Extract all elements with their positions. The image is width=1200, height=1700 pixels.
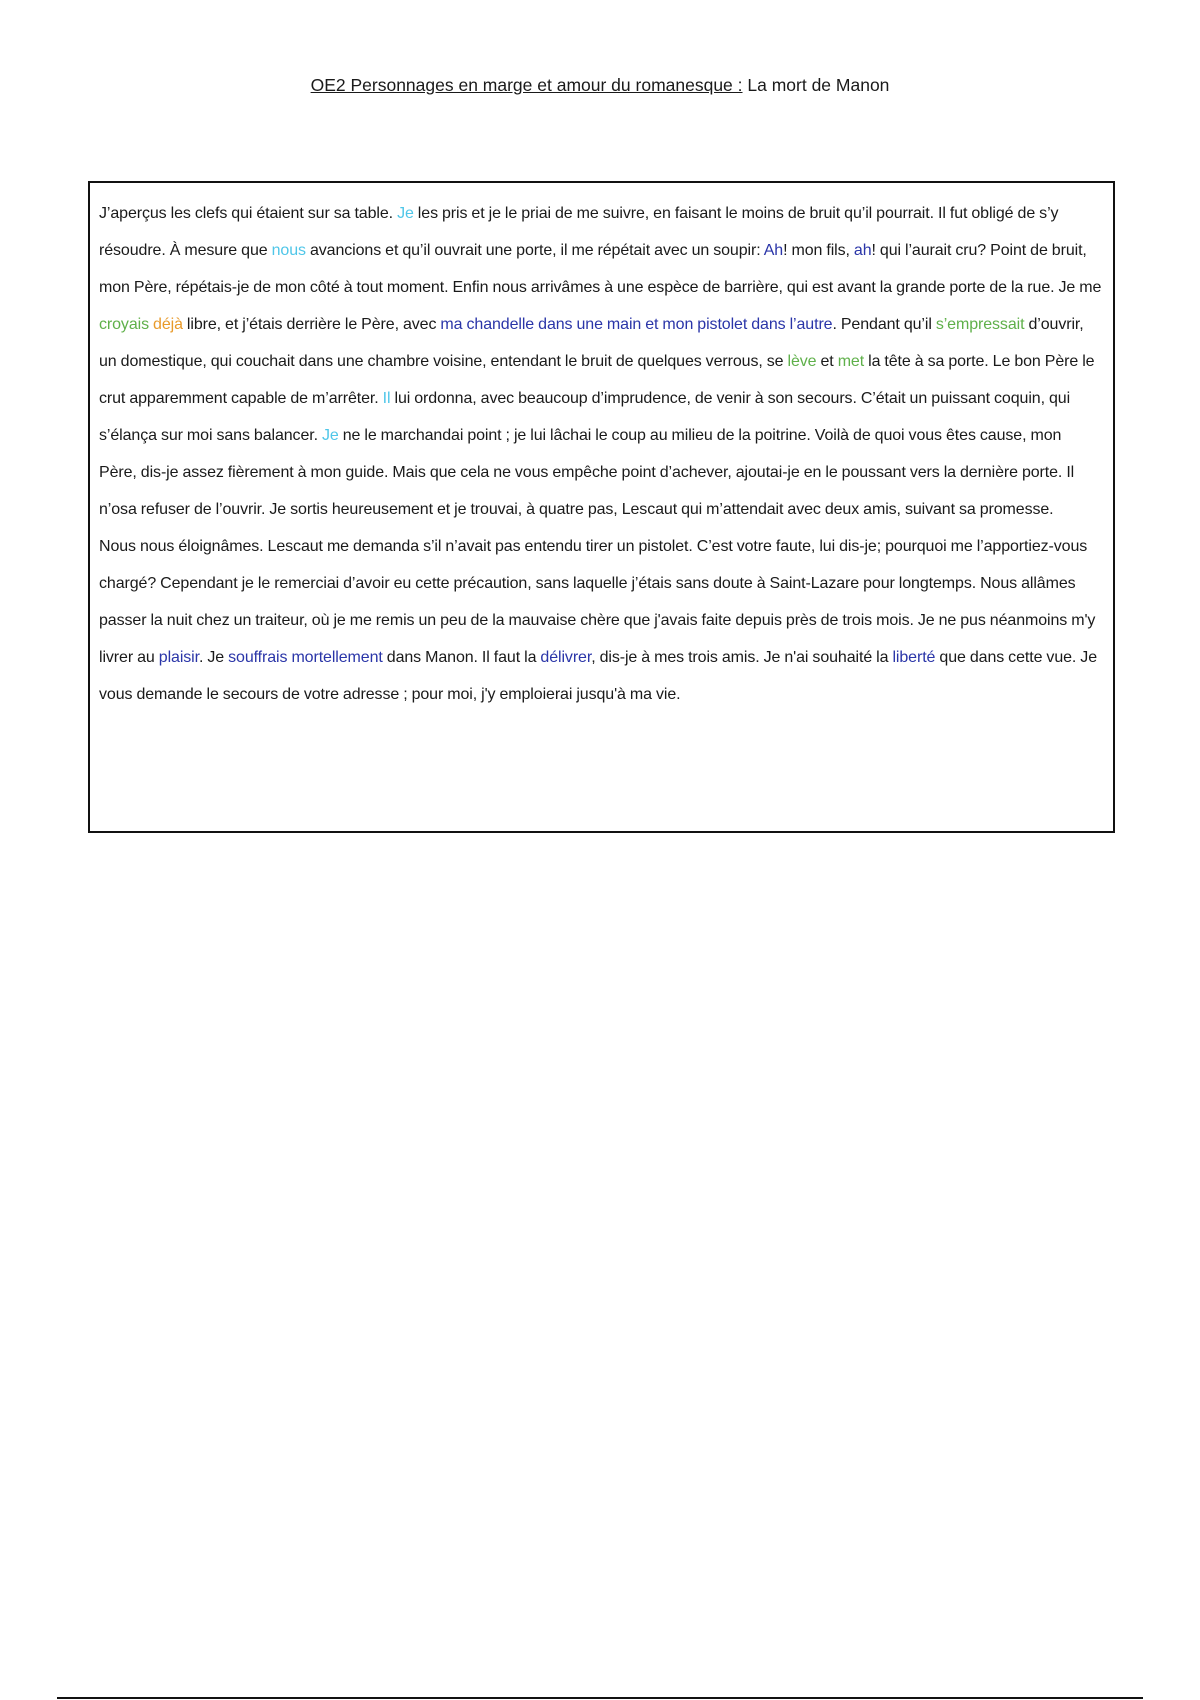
text-run: ne le marchandai point ; je lui lâchai le coup au milieu de la poitrine. Voilà de quoi vous êtes cause, mon Père, dis-je assez fièrement à mon guide. Mais que cela ne vous empêche point d’achever, ajoutai-je en le poussant vers la dernière porte. Il n’osa refuser de l’ouvrir. Je sortis heureusement et je trouvai, à quatre pas, Lescaut qui m’attendait avec deux amis, suivant sa promesse. <box>99 427 1075 518</box>
text-run: la tête à sa porte. Le bon Père le crut apparemment capable de m’arrêter. <box>99 353 1095 407</box>
text-run: ! qui l’aurait cru? Point de bruit, mon Père, répétais-je de mon côté à tout moment. Enfin nous arrivâmes à une espèce de barrière, qui est avant la grande porte de la rue. Je me <box>99 242 1102 296</box>
highlight-verb: s’empressait <box>935 316 1025 333</box>
highlight-interjection: ah <box>853 242 872 259</box>
highlight-pronoun: Je <box>397 205 414 222</box>
paragraph-2 <box>99 528 1103 713</box>
text-run: . Pendant qu’il <box>832 316 936 333</box>
highlight-phrase: ma chandelle dans une main et mon pistolet dans l’autre <box>440 316 833 333</box>
text-box <box>88 181 1115 833</box>
text-run: lui ordonna, avec beaucoup d’imprudence, de venir à son secours. C’était un puissant coquin, qui s’élança sur moi sans balancer. <box>99 390 1071 444</box>
text-run: dans Manon. Il faut la <box>382 649 541 666</box>
title-prefix: OE2 Personnages en marge et amour du romanesque : <box>310 75 743 95</box>
page-title <box>0 73 1200 97</box>
text-run: que dans cette vue. Je vous demande le secours de votre adresse ; pour moi, j'y emploierai jusqu'à ma vie. <box>99 649 1098 703</box>
text-run: les pris et je le priai de me suivre, en faisant le moins de bruit qu’il pourrait. Il fut obligé de s’y résoudre. À mesure que <box>99 205 1059 259</box>
highlight-adverb: déjà <box>153 316 183 333</box>
highlight-verb: met <box>837 353 865 370</box>
highlight-verb: croyais <box>99 316 149 333</box>
highlight-pronoun: nous <box>271 242 306 259</box>
highlight-pronoun: Je <box>321 427 339 444</box>
highlight-verb: lève <box>787 353 817 370</box>
title-suffix: La mort de Manon <box>742 75 890 95</box>
highlight-interjection: Ah <box>763 242 784 259</box>
highlight-noun: liberté <box>892 649 936 666</box>
footer-divider <box>57 1697 1143 1699</box>
text-run: J’aperçus les clefs qui étaient sur sa table. <box>99 205 398 222</box>
text-run: ! mon fils, <box>783 242 854 259</box>
text-run: d’ouvrir, un domestique, qui couchait dans une chambre voisine, entendant le bruit de quelques verrous, se <box>99 316 1084 370</box>
text-run: . Je <box>198 649 229 666</box>
text-run: Nous nous éloignâmes. Lescaut me demanda s’il n’avait pas entendu tirer un pistolet. C’est votre faute, lui dis-je; pourquoi me l’apportiez-vous chargé? Cependant je le remerciai d’avoir eu cette précaution, sans laquelle j’étais sans doute à Saint-Lazare pour longtemps. Nous allâmes passer la nuit chez un traiteur, où je me remis un peu de la mauvaise chère que j'avais faite depuis près de trois mois. Je ne pus néanmoins m'y livrer au <box>99 538 1096 666</box>
text-run: , dis-je à mes trois amis. Je n'ai souhaité la <box>591 649 893 666</box>
text-run: libre, et j’étais derrière le Père, avec <box>182 316 441 333</box>
highlight-verb: délivrer <box>540 649 592 666</box>
highlight-phrase: souffrais mortellement <box>228 649 383 666</box>
highlight-pronoun: Il <box>382 390 391 407</box>
paragraph-1 <box>99 195 1103 528</box>
text-run: avancions et qu’il ouvrait une porte, il me répétait avec un soupir: <box>305 242 764 259</box>
text-run: et <box>816 353 838 370</box>
highlight-noun: plaisir <box>158 649 199 666</box>
